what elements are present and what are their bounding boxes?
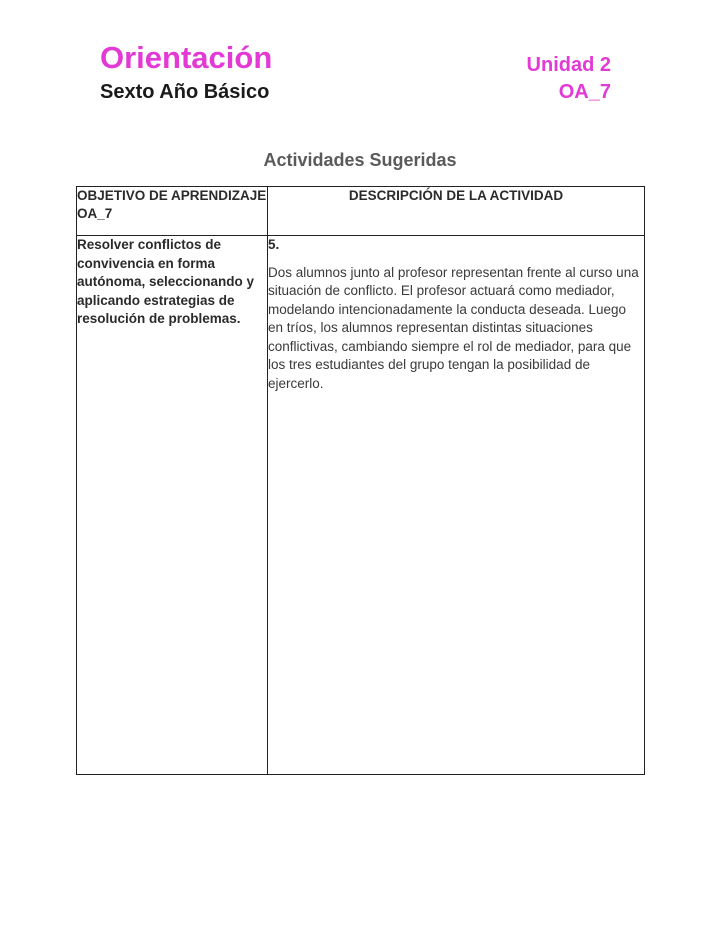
subject-title: Orientación (100, 40, 273, 75)
description-header: DESCRIPCIÓN DE LA ACTIVIDAD (268, 187, 645, 236)
table-row (77, 236, 645, 775)
objective-cell: Resolver conflictos de convivencia en forma autónoma, seleccionando y aplicando estrategias de resolución de problemas. (77, 236, 268, 775)
activity-number: 5. (268, 237, 280, 252)
activity-description: Dos alumnos junto al profesor representan frente al curso una situación de conflicto. El profesor actuará como mediador, modelando intencionadamente la conducta deseada. Luego en tríos, los alumnos representan distintas situaciones conflictivas, cambiando siempre el rol de mediador, para que los tres estudiantes del grupo tengan la posibilidad de ejercerlo. (268, 264, 639, 391)
unit-label: Unidad 2 (526, 54, 611, 76)
section-title: Actividades Sugeridas (263, 150, 457, 170)
table-header-row (77, 187, 645, 236)
objective-code-label: OA_7 (558, 81, 611, 103)
activities-table (76, 186, 645, 775)
grade-title: Sexto Año Básico (100, 81, 270, 103)
objective-header: OBJETIVO DE APRENDIZAJE OA_7 (77, 187, 268, 236)
activity-cell (268, 236, 645, 775)
